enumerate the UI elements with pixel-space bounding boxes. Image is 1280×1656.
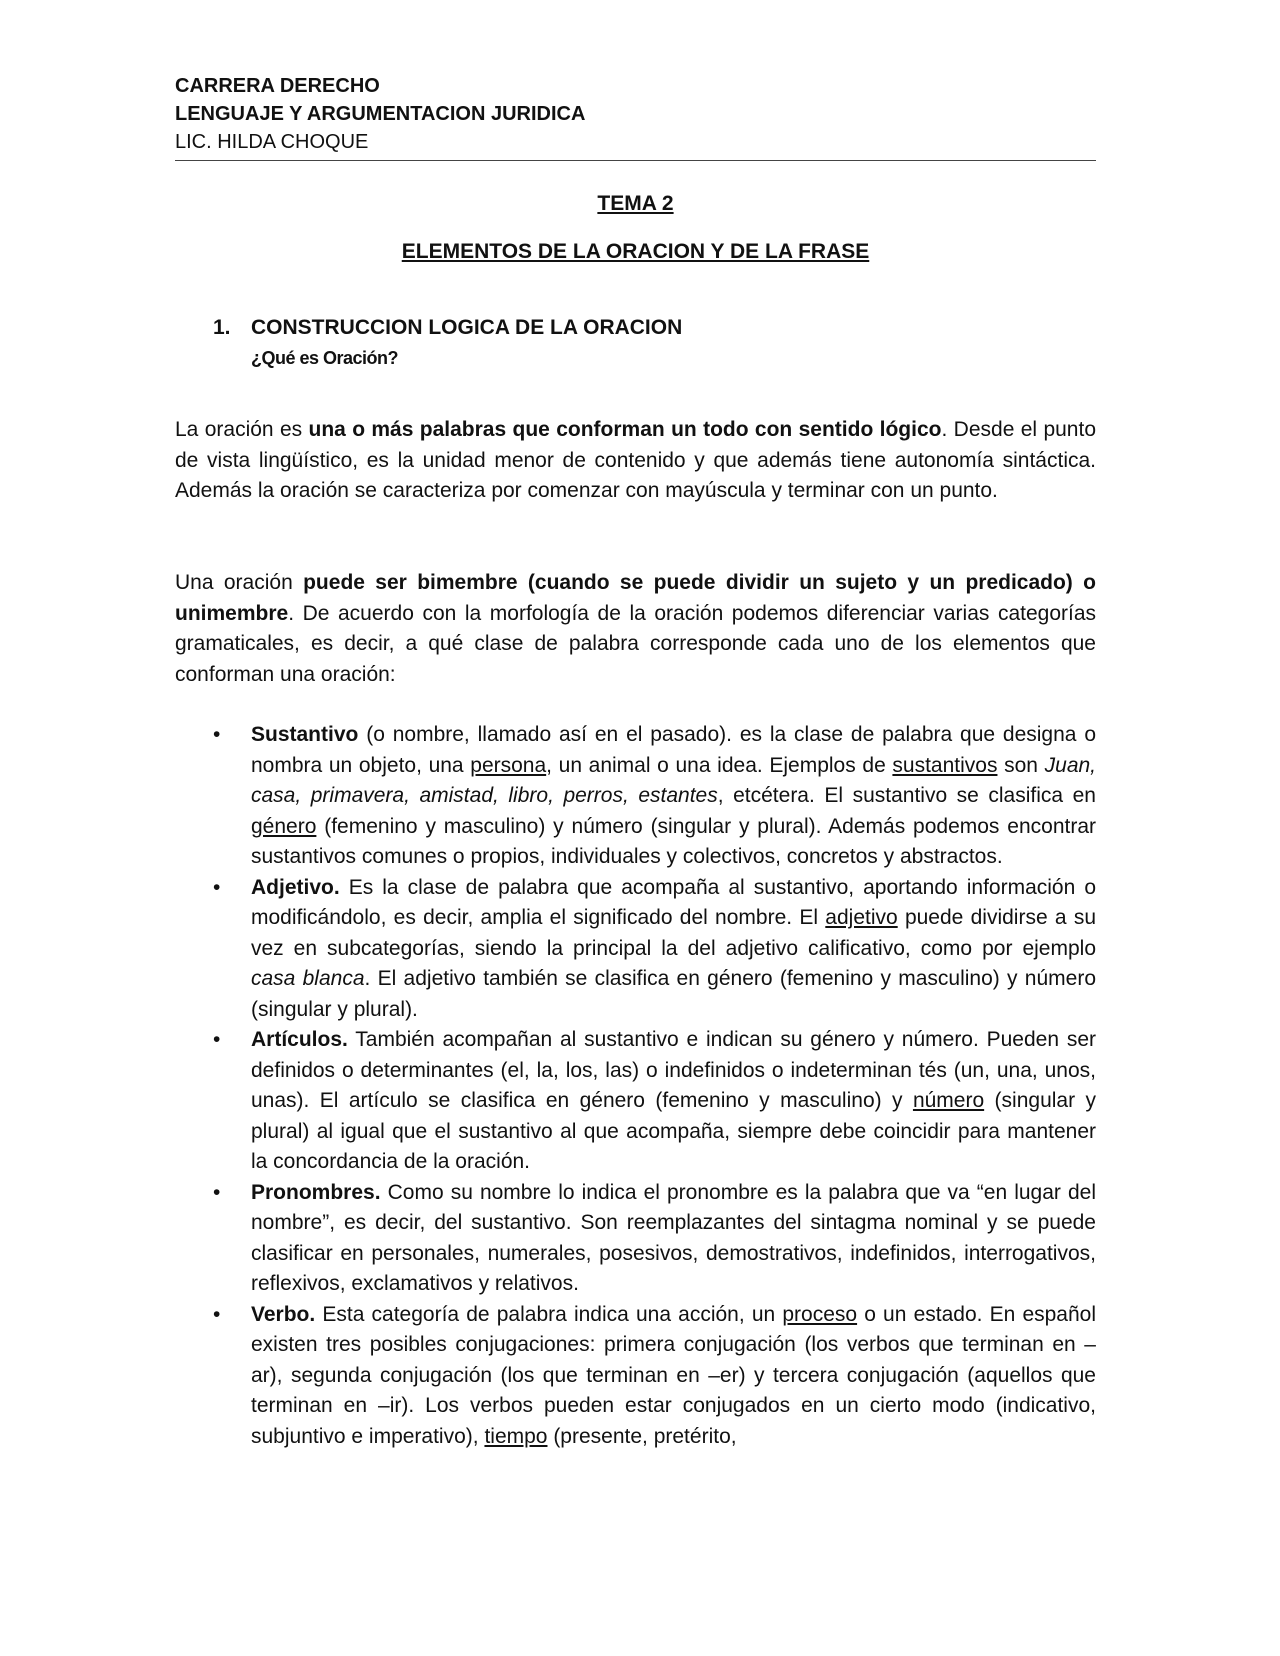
paragraph-definition [175,415,1096,507]
italic-run: Juan, casa, primavera, amistad, libro, perros, estantes [251,753,1097,807]
list-item-pronombres [175,1178,1096,1300]
bullet-icon: • [213,1302,221,1326]
text-run: son [997,753,1045,777]
text-run: (o nombre, llamado así en el pasado). es la clase de palabra que designa o nombra un objeto, una [251,723,1096,777]
text-run: (femenino y masculino) y número (singular y plural). Además podemos encontrar sustantivos comunes o propios, individuales y colectivos, concretos y abstractos. [251,814,1096,868]
text-run: . De acuerdo con la morfología de la oración podemos diferenciar varias categorías gramaticales, es decir, a qué clase de palabra corresponde cada uno de los elementos que conforman una oración: [175,601,1096,686]
link-persona[interactable]: persona [470,753,547,777]
link-genero[interactable]: género [251,814,317,838]
text-run: , un animal o una idea. Ejemplos de [546,753,893,777]
header-instructor: LIC. HILDA CHOQUE [175,131,369,153]
link-proceso[interactable]: proceso [782,1302,858,1326]
bullet-icon: • [213,723,221,746]
item-term: Pronombres. [251,1180,381,1204]
topic-title: TEMA 2 [597,192,674,215]
text-run: . El adjetivo también se clasifica en género (femenino y masculino) y número (singular y plural). [251,967,1096,1021]
bullet-icon: • [213,1180,221,1204]
link-adjetivo[interactable]: adjetivo [825,906,898,929]
list-item-verbo [175,1300,1096,1453]
link-tiempo[interactable]: tiempo [484,1424,548,1448]
header-divider [175,160,1096,161]
item-term: Adjetivo. [251,875,340,899]
text-run: . Desde el punto de vista lingüístico, es la unidad menor de contenido y que además tiene autonomía sintáctica. Además la oración se caracteriza por comenzar con mayúscula y terminar con un punto. [175,418,1096,502]
section-title: CONSTRUCCION LOGICA DE LA ORACION [251,316,683,339]
header-course: LENGUAJE Y ARGUMENTACION JURIDICA [175,103,586,125]
header-career: CARRERA DERECHO [175,75,380,97]
text-run: Es la clase de palabra que acompaña al sustantivo, aportando información o modificándolo, es decir, amplia el significado del nombre. El [251,875,1096,929]
text-run: Como su nombre lo indica el pronombre es la palabra que va “en lugar del nombre”, es decir, del sustantivo. Son reemplazantes del sintagma nominal y se puede clasificar en personales, numerales, posesivos, demostrativos, indefinidos, interrogativos, reflexivos, exclamativos y relativos. [251,1180,1096,1295]
list-item-adjetivo [175,873,1096,1026]
categories-list [175,720,1096,1452]
bold-run: puede ser bimembre (cuando se puede dividir un sujeto y un predicado) o unimembre [175,571,1096,625]
section-question: ¿Qué es Oración? [251,348,399,368]
text-run: La oración es [175,418,309,441]
italic-run: casa blanca [251,967,365,990]
document-header [175,72,1096,156]
text-run: (presente, pretérito, [547,1424,737,1448]
bullet-icon: • [213,875,221,899]
text-run: , etcétera. El sustantivo se clasifica en [717,784,1096,807]
bullet-icon: • [213,1028,221,1051]
text-run: (singular y plural) al igual que el sustantivo al que acompaña, siempre debe coincidir para mantener la concordancia de la oración. [251,1089,1096,1173]
text-run: puede dividirse a su vez en subcategorías, siendo la principal la del adjetivo calificativo, como por ejemplo [251,906,1097,960]
link-sustantivos[interactable]: sustantivos [892,753,998,777]
topic-subtitle: ELEMENTOS DE LA ORACION Y DE LA FRASE [401,240,870,263]
paragraph-types [175,568,1096,690]
list-item-sustantivo [175,720,1096,873]
section-number: 1. [213,316,231,339]
text-run: o un estado. En español existen tres posibles conjugaciones: primera conjugación (los verbos que terminan en –ar), segunda conjugación (los que terminan en –er) y tercera conjugación (aquellos que terminan en –ir). Los verbos pueden estar conjugados en un cierto modo (indicativo, subjuntivo e imperativo), [251,1302,1097,1448]
text-run: También acompañan al sustantivo e indican su género y número. Pueden ser definidos o determinantes (el, la, los, las) o indefinidos o indeterminan tés (un, una, unos, unas). El artículo se clasifica en género (femenino y masculino) y [251,1028,1096,1112]
item-term: Verbo. [251,1302,316,1326]
link-numero[interactable]: número [912,1089,985,1112]
list-item-articulos [175,1025,1096,1178]
item-term: Artículos. [251,1028,348,1051]
section-heading [213,316,682,340]
text-run: Una oración [175,571,304,594]
text-run: Esta categoría de palabra indica una acción, un [315,1302,783,1326]
item-term: Sustantivo [251,723,359,746]
bold-run: una o más palabras que conforman un todo con sentido lógico [308,418,942,441]
